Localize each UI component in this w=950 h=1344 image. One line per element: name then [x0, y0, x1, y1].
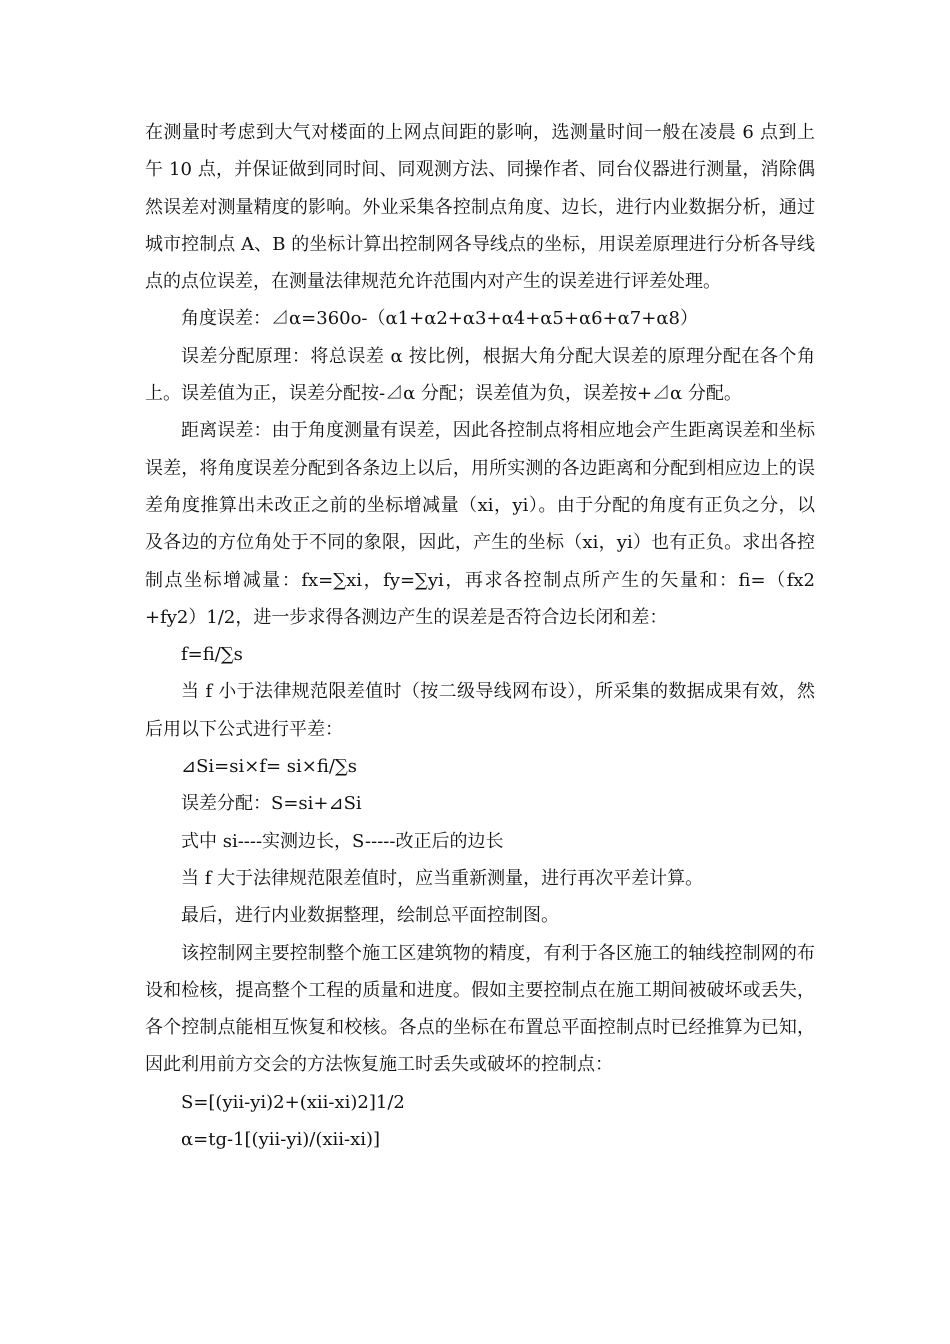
formula-error-assignment: 误差分配：S=si+⊿Si: [181, 793, 362, 815]
document-body: [145, 114, 815, 1158]
formula-angle-error: 角度误差：⊿α=360ο-（α1+α2+α3+α4+α5+α6+α7+α8）: [181, 308, 698, 330]
paragraph-final-step: 最后，进行内业数据整理，绘制总平面控制图。: [181, 905, 559, 927]
formula-distance: S=[(yii-yi)2+(xii-xi)2]1/2: [181, 1091, 405, 1113]
formula-azimuth: α=tg-1[(yii-yi)/(xii-xi)]: [181, 1129, 381, 1151]
formula-adjustment: ⊿Si=si×f= si×fi/∑s: [181, 756, 358, 778]
paragraph-error-distribution-principle: 误差分配原理：将总误差 α 按比例，根据大角分配大误差的原理分配在各个角上。误差值为正，误差分配按-⊿α 分配；误差值为负，误差按+⊿α 分配。: [145, 345, 815, 405]
paragraph-measurement-conditions: 在测量时考虑到大气对楼面的上网点间距的影响，选测量时间一般在凌晨 6 点到上午 10 点，并保证做到同时间、同观测方法、同操作者、同台仪器进行测量，消除偶然误差对测量精度的影响。外业采集各控制点角度、边长，进行内业数据分析，通过城市控制点 A、B 的坐标计算出控制网各导线点的坐标，用误差原理进行分析各导线点的点位误差，在测量法律规范允许范围内对产生的误差进行评差处理。: [145, 122, 815, 293]
formula-relative-closure: f=fi/∑s: [181, 644, 243, 666]
paragraph-symbol-definition: 式中 si----实测边长，S-----改正后的边长: [181, 830, 504, 852]
paragraph-control-network-purpose: 该控制网主要控制整个施工区建筑物的精度，有利于各区施工的轴线控制网的布设和检核，提高整个工程的质量和进度。假如主要控制点在施工期间被破坏或丢失，各个控制点能相互恢复和校核。各点的坐标在布置总平面控制点时已经推算为已知，因此利用前方交会的方法恢复施工时丢失或破坏的控制点：: [145, 942, 815, 1076]
paragraph-when-f-large: 当 f 大于法律规范限差值时，应当重新测量，进行再次平差计算。: [181, 867, 704, 889]
paragraph-when-f-small: 当 f 小于法律规范限差值时（按二级导线网布设），所采集的数据成果有效，然后用以下公式进行平差：: [145, 681, 815, 740]
paragraph-distance-error: 距离误差：由于角度测量有误差，因此各控制点将相应地会产生距离误差和坐标误差，将角度误差分配到各条边上以后，用所实测的各边距离和分配到相应边上的误差角度推算出未改正之前的坐标增减量（xi，yi）。由于分配的角度有正负之分，以及各边的方位角处于不同的象限，因此，产生的坐标（xi，yi）也有正负。求出各控制点坐标增减量：fx=∑xi，fy=∑yi，再求各控制点所产生的矢量和：fi=（fx2 +fy2）1/2，进一步求得各测边产生的误差是否符合边长闭和差：: [145, 420, 815, 628]
